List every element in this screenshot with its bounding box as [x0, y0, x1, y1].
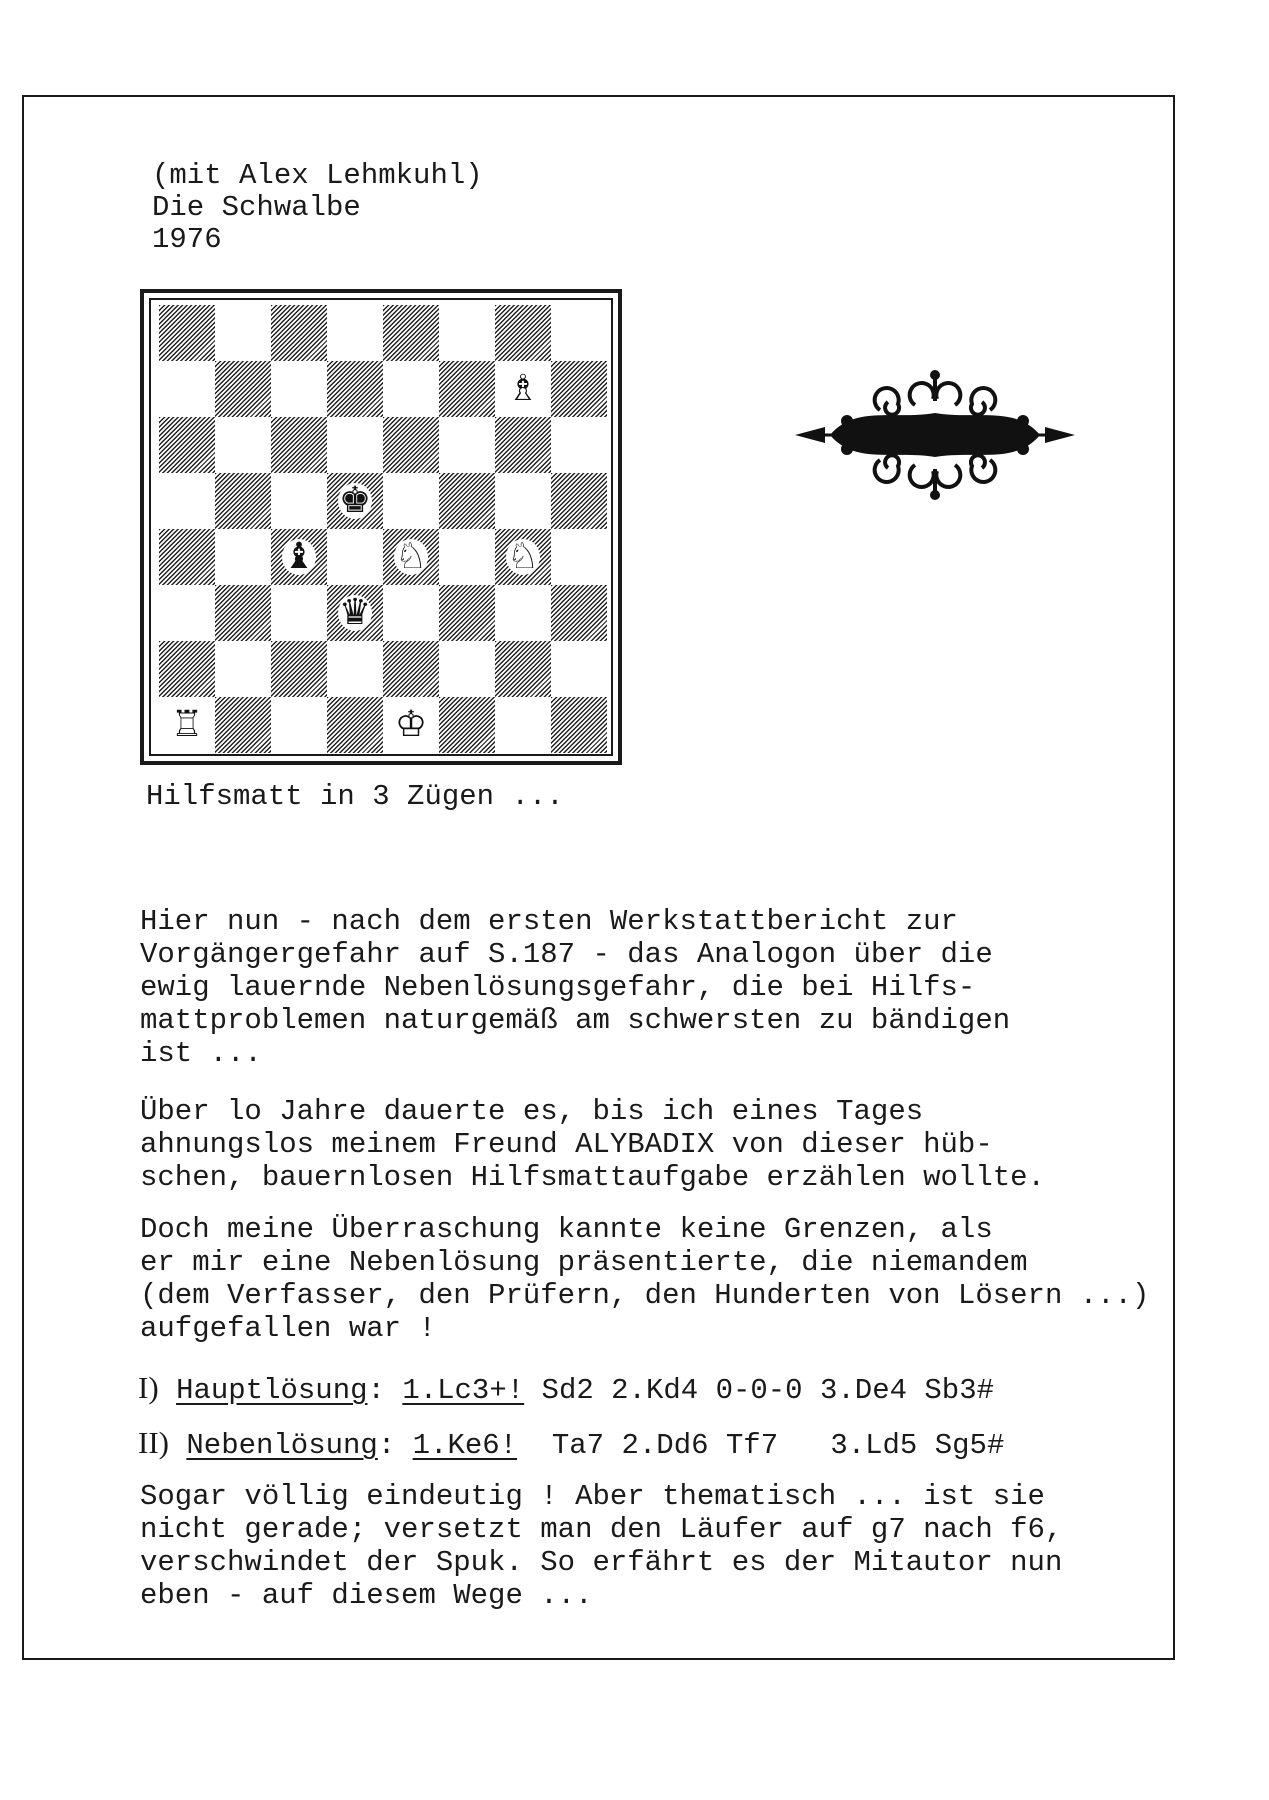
square-f6: [439, 417, 495, 473]
square-a2: [159, 641, 215, 697]
year-line: 1976: [152, 223, 222, 256]
square-h7: [551, 361, 607, 417]
piece-glyph: ♗: [506, 368, 540, 409]
square-a5: [159, 473, 215, 529]
solution-label: Nebenlösung: [186, 1429, 378, 1462]
solution-first-move: 1.Ke6!: [412, 1429, 518, 1462]
square-h2: [551, 641, 607, 697]
square-a6: [159, 417, 215, 473]
solution-main: [138, 1370, 994, 1407]
square-e7: [383, 361, 439, 417]
square-c6: [271, 417, 327, 473]
solution-label: Hauptlösung: [176, 1374, 368, 1407]
chess-diagram: [140, 289, 622, 765]
solution-moves: Sd2 2.Kd4 0-0-0 3.De4 Sb3#: [541, 1374, 995, 1407]
square-b2: [215, 641, 271, 697]
square-d1: [327, 697, 383, 753]
white-knight-icon: [495, 529, 551, 585]
ornament-icon: [785, 365, 1085, 505]
square-d6: [327, 417, 383, 473]
square-d5: [327, 473, 383, 529]
square-c5: [271, 473, 327, 529]
square-e2: [383, 641, 439, 697]
problem-caption: Hilfsmatt in 3 Zügen ...: [146, 780, 564, 813]
square-e3: [383, 585, 439, 641]
piece-glyph: ♔: [394, 704, 428, 745]
black-queen-icon: [327, 585, 383, 641]
text-line: schen, bauernlosen Hilfsmattaufgabe erzählen wollte.: [140, 1161, 1045, 1194]
solution-colon: :: [377, 1429, 396, 1462]
square-f1: [439, 697, 495, 753]
text-line: Hier nun - nach dem ersten Werkstattbericht zur: [140, 905, 958, 938]
square-h3: [551, 585, 607, 641]
text-line: Doch meine Überraschung kannte keine Grenzen, als: [140, 1213, 993, 1246]
square-b8: [215, 305, 271, 361]
square-b6: [215, 417, 271, 473]
square-b5: [215, 473, 271, 529]
piece-glyph: ♝: [282, 536, 316, 577]
square-c1: [271, 697, 327, 753]
square-b3: [215, 585, 271, 641]
square-e5: [383, 473, 439, 529]
coauthor-line: (mit Alex Lehmkuhl): [152, 159, 483, 192]
source-header: [152, 160, 483, 256]
square-d3: [327, 585, 383, 641]
square-e6: [383, 417, 439, 473]
square-a7: [159, 361, 215, 417]
square-g3: [495, 585, 551, 641]
square-c2: [271, 641, 327, 697]
solution-colon: :: [367, 1374, 385, 1407]
solution-numeral: I): [138, 1370, 159, 1405]
white-knight-icon: [383, 529, 439, 585]
black-king-icon: [327, 473, 383, 529]
chess-board: [159, 305, 607, 753]
square-a3: [159, 585, 215, 641]
square-g4: [495, 529, 551, 585]
text-line: nicht gerade; versetzt man den Läufer auf g7 nach f6,: [140, 1513, 1063, 1546]
square-e1: [383, 697, 439, 753]
square-b1: [215, 697, 271, 753]
text-line: (dem Verfasser, den Prüfern, den Hunderten von Lösern ...): [140, 1279, 1150, 1312]
publication-line: Die Schwalbe: [152, 191, 361, 224]
square-c4: [271, 529, 327, 585]
square-f5: [439, 473, 495, 529]
square-d2: [327, 641, 383, 697]
square-d4: [327, 529, 383, 585]
solution-numeral: II): [138, 1425, 169, 1460]
square-a1: [159, 697, 215, 753]
square-f4: [439, 529, 495, 585]
square-f2: [439, 641, 495, 697]
square-f3: [439, 585, 495, 641]
square-f7: [439, 361, 495, 417]
square-g7: [495, 361, 551, 417]
piece-glyph: ♘: [506, 536, 540, 577]
black-bishop-icon: [271, 529, 327, 585]
paragraph-surprise: [140, 1213, 1149, 1345]
text-line: Über lo Jahre dauerte es, bis ich eines Tages: [140, 1095, 924, 1128]
solution-moves: Ta7 2.Dd6 Tf7 3.Ld5 Sg5#: [551, 1429, 1005, 1462]
white-king-icon: [383, 697, 439, 753]
square-d7: [327, 361, 383, 417]
square-h5: [551, 473, 607, 529]
square-b4: [215, 529, 271, 585]
text-line: ewig lauernde Nebenlösungsgefahr, die bei Hilfs-: [140, 971, 976, 1004]
square-h4: [551, 529, 607, 585]
solution-first-move: 1.Lc3+!: [402, 1374, 525, 1407]
board-border: [149, 298, 613, 756]
white-rook-icon: [159, 697, 215, 753]
text-line: aufgefallen war !: [140, 1312, 436, 1345]
paragraph-conclusion: [140, 1480, 1062, 1612]
piece-glyph: ♚: [338, 480, 372, 521]
square-h1: [551, 697, 607, 753]
piece-glyph: ♛: [338, 592, 372, 633]
solution-cook: [138, 1425, 1004, 1462]
text-line: Sogar völlig eindeutig ! Aber thematisch ... ist sie: [140, 1480, 1045, 1513]
text-line: eben - auf diesem Wege ...: [140, 1579, 593, 1612]
square-b7: [215, 361, 271, 417]
paragraph-story: [140, 1095, 1045, 1194]
square-c7: [271, 361, 327, 417]
square-h8: [551, 305, 607, 361]
square-g2: [495, 641, 551, 697]
text-line: ahnungslos meinem Freund ALYBADIX von dieser hüb-: [140, 1128, 993, 1161]
square-a4: [159, 529, 215, 585]
paragraph-intro: [140, 905, 1010, 1070]
piece-glyph: ♘: [394, 536, 428, 577]
square-f8: [439, 305, 495, 361]
square-a8: [159, 305, 215, 361]
text-line: Vorgängergefahr auf S.187 - das Analogon über die: [140, 938, 993, 971]
square-g5: [495, 473, 551, 529]
square-d8: [327, 305, 383, 361]
square-c8: [271, 305, 327, 361]
square-h6: [551, 417, 607, 473]
white-bishop-icon: [495, 361, 551, 417]
square-g6: [495, 417, 551, 473]
square-g1: [495, 697, 551, 753]
square-c3: [271, 585, 327, 641]
square-e8: [383, 305, 439, 361]
square-g8: [495, 305, 551, 361]
piece-glyph: ♖: [170, 704, 204, 745]
square-e4: [383, 529, 439, 585]
text-line: er mir eine Nebenlösung präsentierte, die niemandem: [140, 1246, 1028, 1279]
text-line: verschwindet der Spuk. So erfährt es der Mitautor nun: [140, 1546, 1063, 1579]
text-line: ist ...: [140, 1037, 262, 1070]
text-line: mattproblemen naturgemäß am schwersten zu bändigen: [140, 1004, 1011, 1037]
